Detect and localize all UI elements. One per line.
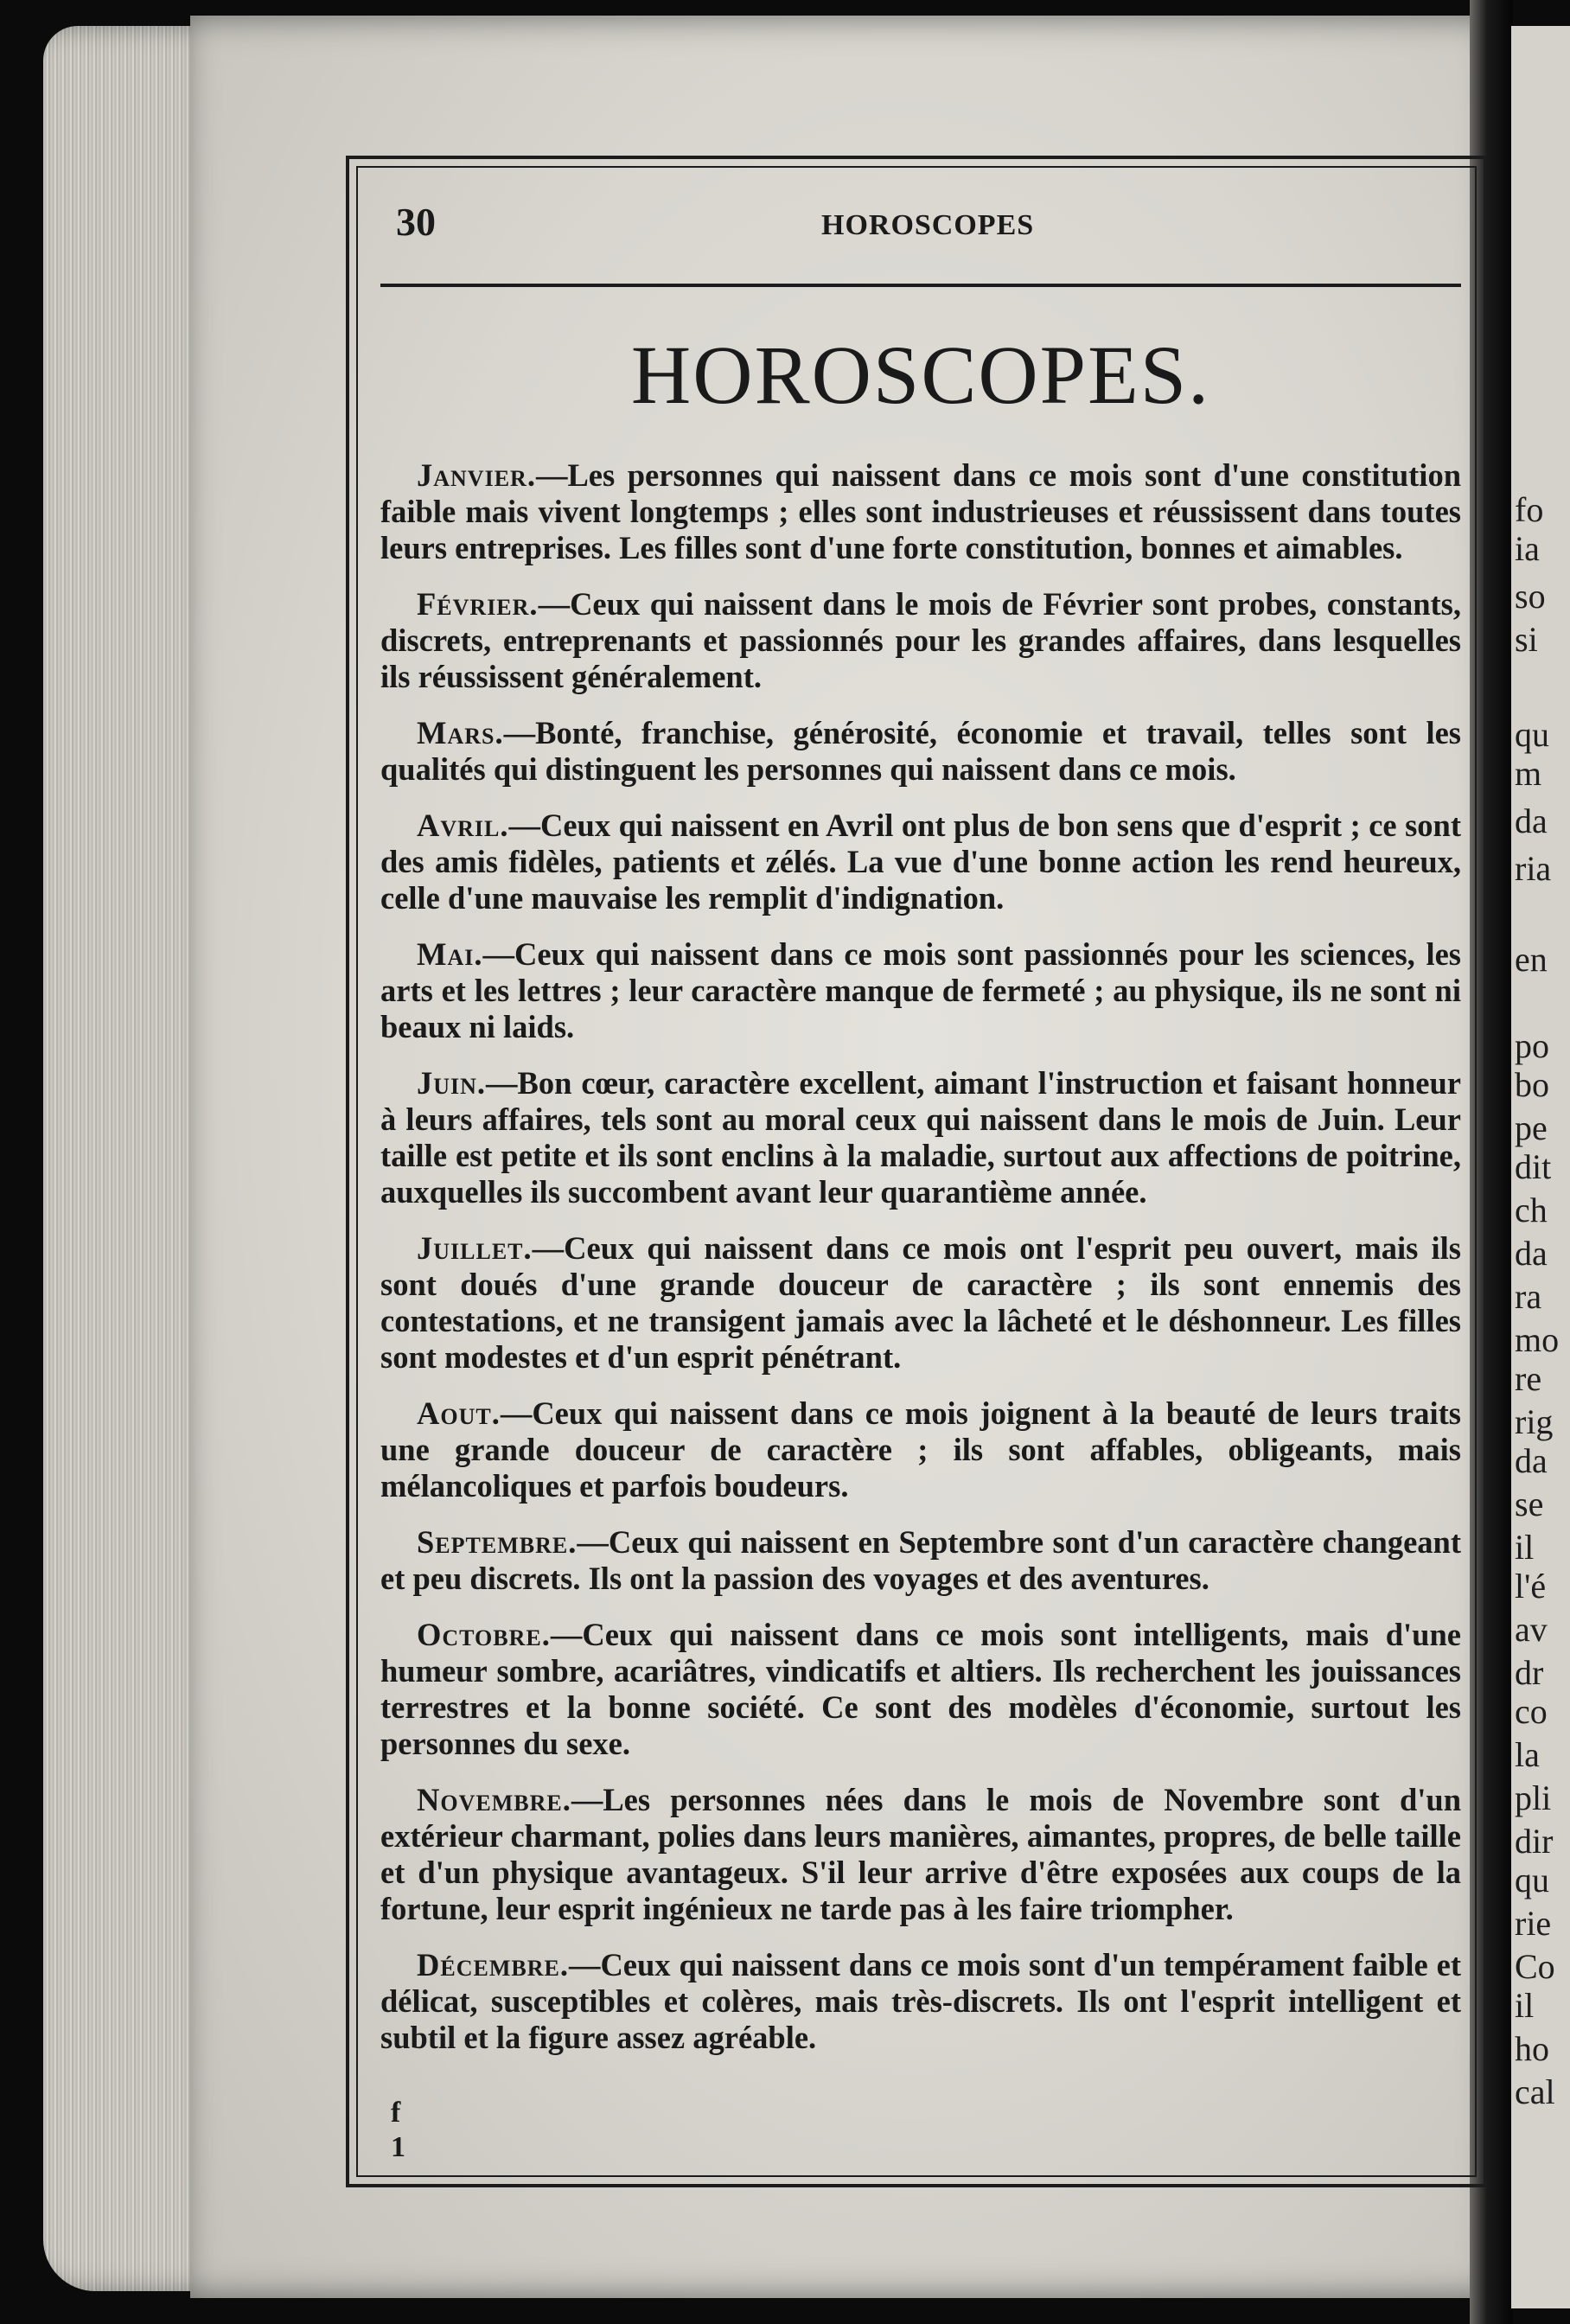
running-title: HOROSCOPES [821,209,1035,241]
month-label: Novembre. [417,1782,571,1817]
next-page-text-fragment: l'é [1515,1567,1547,1606]
next-page-text-fragment: se [1515,1484,1544,1523]
next-page-text-fragment: qu [1515,715,1549,754]
next-page-text-fragment: cal [1515,2072,1555,2111]
month-label: Décembre. [417,1947,569,1982]
page-number: 30 [396,200,436,244]
next-page-text-fragment: il [1515,1528,1535,1567]
entry-text: —Ceux qui naissent dans le mois de Février sont probes, constants, discrets, entreprenants et passionnés pour les grandes affaires, dans lesquelles ils réussissent généralement. [380,586,1461,694]
entry-text: —Ceux qui naissent dans ce mois sont passionnés pour les sciences, les arts et les lettres ; leur caractère manque de fermeté ; au physique, ils ne sont ni beaux ni laids. [380,936,1461,1044]
next-page-text-fragment: pe [1515,1108,1548,1147]
next-page-text-fragment: il [1515,1986,1535,2025]
next-page-text-fragment: bo [1515,1065,1549,1104]
next-page-text-fragment: en [1515,940,1548,979]
next-page-text-fragment: co [1515,1692,1548,1731]
horoscope-entry [380,1230,1461,1376]
page-content [380,199,1461,2076]
next-page-text-fragment: da [1515,1234,1548,1273]
horoscope-entry [380,1947,1461,2056]
horoscope-entry [380,1524,1461,1597]
month-label: Septembre. [417,1524,578,1560]
month-label: Juillet. [417,1230,533,1266]
month-label: Février. [417,586,539,622]
next-page-text-fragment: la [1515,1735,1540,1774]
next-page-text-fragment: re [1515,1359,1542,1398]
running-head [380,199,1461,259]
horoscope-entry [380,1617,1461,1762]
entry-text: —Ceux qui naissent en Avril ont plus de bon sens que d'esprit ; ce sont des amis fidèles, patients et zélés. La vue d'une bonne action les rend heureux, celle d'une mauvaise les remplit d'indignation. [380,808,1461,916]
entry-text: —Bonté, franchise, générosité, économie et travail, telles sont les qualités qui distinguent les personnes qui naissent dans ce mois. [380,715,1461,787]
entry-text: —Ceux qui naissent en Septembre sont d'un caractère changeant et peu discrets. Ils ont la passion des voyages et des aventures. [380,1524,1461,1596]
horoscope-entry [380,715,1461,788]
next-page-text-fragment: dit [1515,1147,1552,1186]
horoscope-entry [380,936,1461,1045]
next-page-text-fragment: da [1515,801,1548,840]
next-page-text-fragment: qu [1515,1861,1549,1899]
entry-text: —Ceux qui naissent dans ce mois ont l'esprit peu ouvert, mais ils sont doués d'une grande douceur de caractère ; ils sont ennemis des contestations, et ne transigent jamais avec la lâcheté et le déshonneur. Les filles sont modestes et d'un esprit pénétrant. [380,1230,1461,1375]
next-page-text-fragment: si [1515,620,1538,659]
next-page-text-fragment: rie [1515,1904,1552,1943]
next-page-text-fragment: Co [1515,1947,1555,1986]
horoscope-entry [380,1395,1461,1504]
next-page-text-fragment: av [1515,1610,1548,1649]
next-page-text-fragment: po [1515,1026,1549,1065]
next-page-text-fragment: fo [1515,490,1544,529]
horoscope-entry [380,808,1461,916]
entry-text: —Les personnes qui naissent dans ce mois sont d'une constitution faible mais vivent longtemps ; elles sont industrieuses et réussissent dans toutes leurs entreprises. Les filles sont d'une forte constitution, bonnes et aimables. [380,457,1461,565]
next-page-text-fragment: dr [1515,1653,1544,1692]
month-label: Janvier. [417,457,536,493]
adjacent-page-fragment [1511,26,1570,2308]
month-label: Juin. [417,1065,487,1101]
horoscope-entry [380,1782,1461,1927]
next-page-text-fragment: dir [1515,1822,1554,1861]
entry-text: —Les personnes nées dans le mois de Novembre sont d'un extérieur charmant, polies dans leurs manières, aimantes, propres, de belle taille et d'un physique avantageux. S'il leur arrive d'être exposées aux coups de la fortune, leur esprit ingénieux ne tarde pas à les faire triompher. [380,1782,1461,1926]
next-page-text-fragment: pli [1515,1778,1552,1817]
next-page-text-fragment: ch [1515,1191,1548,1229]
next-page-text-fragment: da [1515,1441,1548,1480]
entry-text: —Bon cœur, caractère excellent, aimant l'instruction et faisant honneur à leurs affaires, tels sont au moral ceux qui naissent dans le mois de Juin. Leur taille est petite et ils sont enclins à la maladie, surtout aux affections de poitrine, auxquelles ils succombent avant leur quarantième année. [380,1065,1461,1210]
horoscope-entry [380,1065,1461,1210]
entry-text: —Ceux qui naissent dans ce mois sont intelligents, mais d'une humeur sombre, acariâtres, vindicatifs et altiers. Ils recherchent les jouissances terrestres et la bonne société. Ce sont des modèles d'économie, surtout les personnes du sexe. [380,1617,1461,1761]
header-rule [380,284,1461,287]
month-label: Octobre. [417,1617,551,1652]
next-page-text-fragment: ra [1515,1277,1542,1316]
signature-mark: f 1 [391,2097,405,2163]
month-label: Mai. [417,936,483,972]
next-page-text-fragment: so [1515,577,1546,616]
next-page-text-fragment: m [1515,754,1542,793]
horoscope-entry [380,457,1461,566]
next-page-text-fragment: ho [1515,2029,1549,2068]
next-page-text-fragment: rig [1515,1402,1554,1441]
entry-text: —Ceux qui naissent dans ce mois sont d'un tempérament faible et délicat, susceptibles et colères, mais très-discrets. Ils ont l'esprit intelligent et subtil et la figure assez agréable. [380,1947,1461,2055]
horoscope-entries [380,457,1461,2056]
month-label: Avril. [417,808,509,843]
entry-text: —Ceux qui naissent dans ce mois joignent à la beauté de leurs traits une grande douceur de caractère ; ils sont affables, obligeants, mais mélancoliques et parfois boudeurs. [380,1395,1461,1504]
next-page-text-fragment: ria [1515,849,1552,888]
next-page-text-fragment: mo [1515,1320,1560,1359]
horoscope-entry [380,586,1461,695]
page-title: HOROSCOPES. [630,329,1211,421]
month-label: Aout. [417,1395,501,1431]
month-label: Mars. [417,715,504,750]
next-page-text-fragment: ia [1515,529,1540,568]
